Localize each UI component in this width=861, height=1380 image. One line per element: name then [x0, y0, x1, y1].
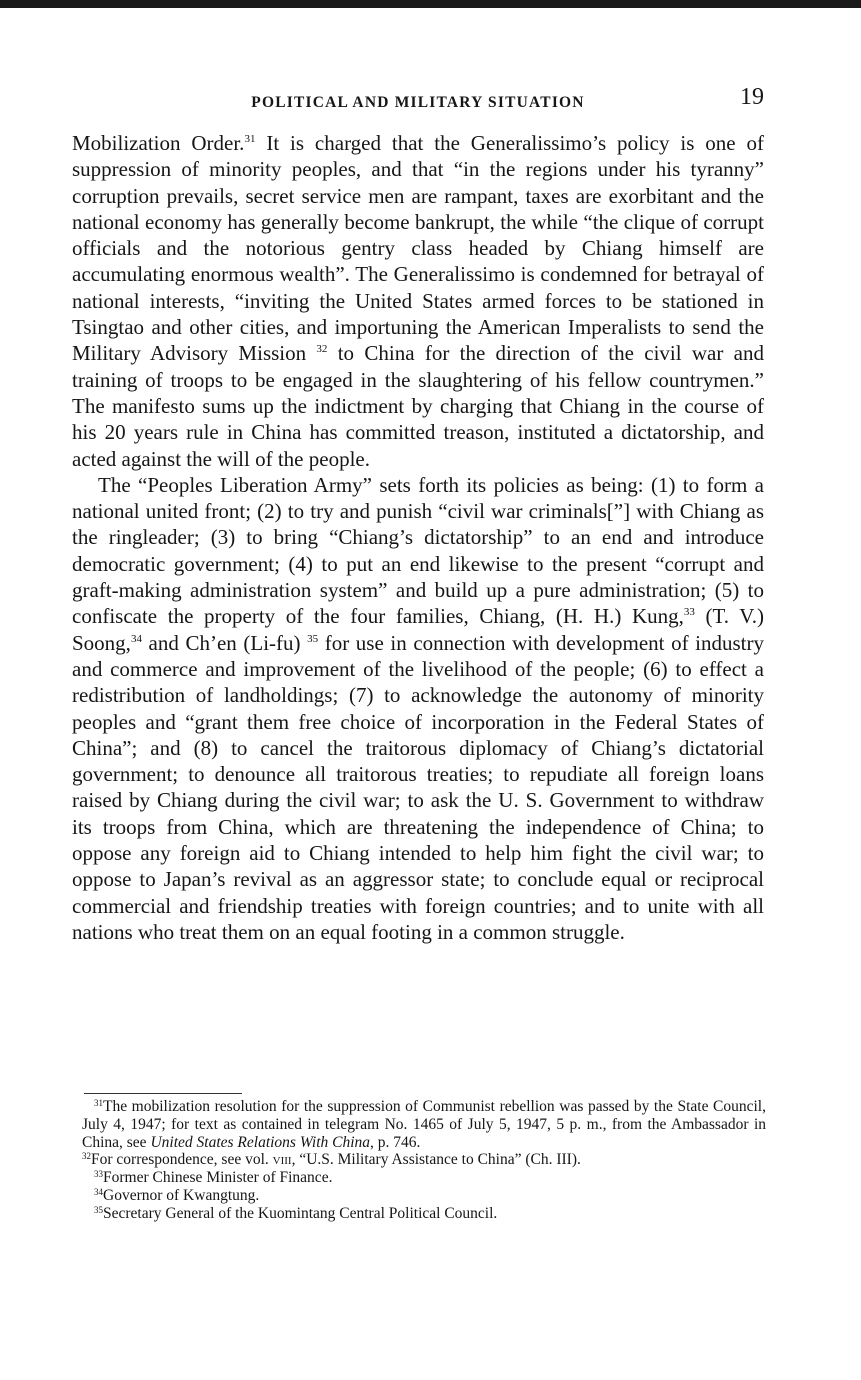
text-run: (T. V.) Soong,: [72, 604, 765, 655]
text-run: The “Peoples Liberation Army” sets forth its policies as being: (1) to form a national united front; (2) to try and punish “civil war criminals[”] with Chiang as the ringleader; (3) to bring “Chiang’s dictatorship” to an end and introduce democratic government; (4) to put an end likewise to the present “corrupt and graft-making administration system” and build up a pure administration; (5) to confiscate the property of the four families, Chiang, (H. H.) Kung,: [72, 472, 764, 629]
text-run: Mobilization Order.: [72, 131, 245, 155]
text-run: to China for the direction of the civil war and training of troops to be engaged in the slaughtering of his fellow countrymen.” The manifesto sums up the indictment by charging that Chiang in the course of his 20 years rule in China has committed treason, instituted a dictatorship, and acted against the will of the people.: [72, 341, 764, 471]
scan-top-edge: [0, 0, 861, 8]
text-run: , “U.S. Military Assistance to China” (Ch. III).: [291, 1151, 581, 1169]
footnotes: [82, 1098, 766, 1223]
text-run: and Ch’en (Li-fu): [141, 630, 308, 655]
text-run: Secretary General of the Kuomintang Central Political Council.: [103, 1204, 498, 1222]
footnote-rule: [84, 1093, 242, 1094]
running-head: POLITICAL AND MILITARY SITUATION: [251, 94, 585, 111]
footnote-marker: 35: [94, 1204, 103, 1215]
footnote-marker: 31: [94, 1098, 103, 1108]
italic-title: United States Relations With China: [150, 1133, 371, 1151]
paragraph-1: [72, 130, 764, 472]
paragraph-2: [72, 472, 764, 945]
footnote-marker: 32: [82, 1151, 91, 1162]
page-header: [72, 84, 764, 120]
text-run: The mobilization resolution for the suppression of Communist rebellion was passed by the State Council, July 4, 1947; for text as contained in telegram No. 1465 of July 5, 1947, 5 p. m., from the Ambassador in China, see: [82, 1098, 766, 1151]
footnote-ref: 32: [316, 343, 328, 356]
text-run: For correspondence, see vol.: [91, 1151, 273, 1169]
page-number: 19: [740, 84, 764, 110]
text-run: for use in connection with development of industry and commerce and improvement of the livelihood of the people; (6) to effect a redistribution of landholdings; (7) to acknowledge the autonomy of minority peoples and “grant them free choice of incorporation in the Federal States of China”; and (8) to cancel the traitorous diplomacy of Chiang’s dictatorial government; to denounce all traitorous treaties; to repudiate all foreign loans raised by Chiang during the civil war; to ask the U. S. Government to withdraw its troops from China, which are threatening the independence of China; to oppose any foreign aid to Chiang intended to help him fight the civil war; to oppose to Japan’s revival as an aggressor state; to conclude equal or reciprocal commercial and friendship treaties with foreign countries; and to unite with all nations who treat them on an equal footing in a common struggle.: [72, 630, 765, 944]
footnote-35: [82, 1205, 766, 1223]
text-run: , p. 746.: [370, 1133, 421, 1151]
text-run: Governor of Kwangtung.: [103, 1186, 260, 1204]
text-run: Former Chinese Minister of Finance.: [103, 1169, 333, 1187]
footnote-marker: 33: [94, 1169, 103, 1180]
footnote-34: [82, 1187, 766, 1205]
footnote-ref: 35: [307, 632, 319, 645]
volume-number: viii: [272, 1151, 292, 1169]
footnote-ref: 33: [683, 606, 695, 619]
footnote-ref: 31: [244, 133, 256, 145]
footnote-33: [82, 1169, 766, 1187]
footnote-ref: 34: [130, 632, 142, 645]
footnote-marker: 34: [94, 1186, 103, 1197]
body-text: [72, 130, 764, 945]
footnote-32: [82, 1151, 766, 1169]
footnote-31: [82, 1098, 766, 1151]
text-run: It is charged that the Generalissimo’s policy is one of suppression of minority peoples, and that “in the regions under his tyranny” corruption prevails, secret service men are rampant, taxes are exorbitant and the national economy has generally become bankrupt, the while “the clique of corrupt officials and the notorious gentry class headed by Chiang himself are accumulating enormous wealth”. The Generalissimo is condemned for betrayal of national interests, “inviting the United States armed forces to be stationed in Tsingtao and other cities, and importuning the American Imperalists to send the Military Advisory Mission: [72, 131, 764, 366]
